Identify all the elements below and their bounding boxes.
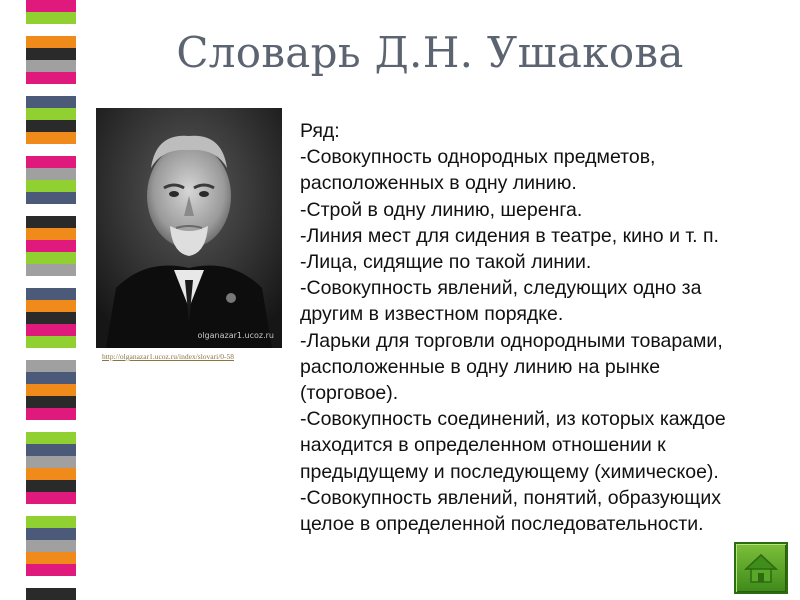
stripe-segment — [26, 348, 76, 360]
stripe-segment — [26, 12, 76, 24]
definition-line: Ряд: — [300, 120, 340, 142]
portrait-watermark: olganazar1.ucoz.ru — [197, 331, 274, 340]
definition-line: расположенные в одну линию на рынке — [300, 355, 661, 378]
stripe-segment — [26, 132, 76, 144]
portrait-image — [96, 108, 282, 348]
stripe-segment — [26, 528, 76, 540]
stripe-segment — [26, 564, 76, 576]
stripe-segment — [26, 0, 76, 12]
stripe-segment — [26, 324, 76, 336]
stripe-segment — [26, 432, 76, 444]
stripe-segment — [26, 588, 76, 600]
stripe-segment — [26, 312, 76, 324]
definition-line: другим в известном порядке. — [300, 303, 564, 326]
stripe-segment — [26, 108, 76, 120]
source-link[interactable]: http://olganazar1.ucoz.ru/index/slovari/0-58 — [102, 352, 235, 361]
stripe-segment — [26, 372, 76, 384]
definition-line: расположенных в одну линию. — [300, 172, 577, 195]
stripe-segment — [26, 156, 76, 168]
stripe-segment — [26, 420, 76, 432]
slide-title: Словарь Д.Н. Ушакова — [176, 28, 684, 77]
decorative-stripe — [26, 0, 76, 600]
definition-line: предыдущему и последующему (химическое). — [300, 460, 719, 483]
stripe-segment — [26, 288, 76, 300]
portrait-photo — [96, 108, 282, 348]
stripe-segment — [26, 240, 76, 252]
stripe-segment — [26, 504, 76, 516]
definition-line: -Совокупность соединений, из которых каждое — [300, 408, 726, 431]
definition-line: (торговое). — [300, 382, 399, 405]
stripe-segment — [26, 408, 76, 420]
stripe-segment — [26, 444, 76, 456]
home-icon — [744, 552, 778, 584]
definition-line: -Лица, сидящие по такой линии. — [300, 251, 592, 274]
stripe-segment — [26, 360, 76, 372]
stripe-segment — [26, 516, 76, 528]
stripe-segment — [26, 48, 76, 60]
stripe-segment — [26, 216, 76, 228]
stripe-segment — [26, 24, 76, 36]
definition-text — [300, 118, 790, 537]
stripe-segment — [26, 96, 76, 108]
stripe-segment — [26, 204, 76, 216]
home-button[interactable] — [734, 542, 788, 594]
stripe-segment — [26, 384, 76, 396]
definition-line: -Ларьки для торговли однородными товарами, — [300, 329, 723, 352]
stripe-segment — [26, 228, 76, 240]
stripe-segment — [26, 120, 76, 132]
stripe-segment — [26, 492, 76, 504]
definition-line: целое в определенной последовательности. — [300, 513, 704, 536]
stripe-segment — [26, 468, 76, 480]
stripe-segment — [26, 576, 76, 588]
stripe-segment — [26, 540, 76, 552]
stripe-segment — [26, 264, 76, 276]
stripe-segment — [26, 252, 76, 264]
stripe-segment — [26, 36, 76, 48]
stripe-segment — [26, 72, 76, 84]
stripe-segment — [26, 396, 76, 408]
stripe-segment — [26, 300, 76, 312]
stripe-segment — [26, 168, 76, 180]
definition-line: -Совокупность явлений, следующих одно за — [300, 277, 702, 300]
stripe-segment — [26, 480, 76, 492]
definition-line: -Строй в одну линию, шеренга. — [300, 198, 583, 221]
definition-line: -Совокупность однородных предметов, — [300, 146, 656, 169]
stripe-segment — [26, 192, 76, 204]
definition-line: находится в определенном отношении к — [300, 434, 666, 457]
stripe-segment — [26, 552, 76, 564]
stripe-segment — [26, 84, 76, 96]
stripe-segment — [26, 180, 76, 192]
stripe-segment — [26, 276, 76, 288]
stripe-segment — [26, 144, 76, 156]
stripe-segment — [26, 456, 76, 468]
stripe-segment — [26, 336, 76, 348]
stripe-segment — [26, 60, 76, 72]
definition-line: -Линия мест для сидения в театре, кино и т. п. — [300, 224, 719, 247]
definition-line: -Совокупность явлений, понятий, образующих — [300, 486, 721, 509]
